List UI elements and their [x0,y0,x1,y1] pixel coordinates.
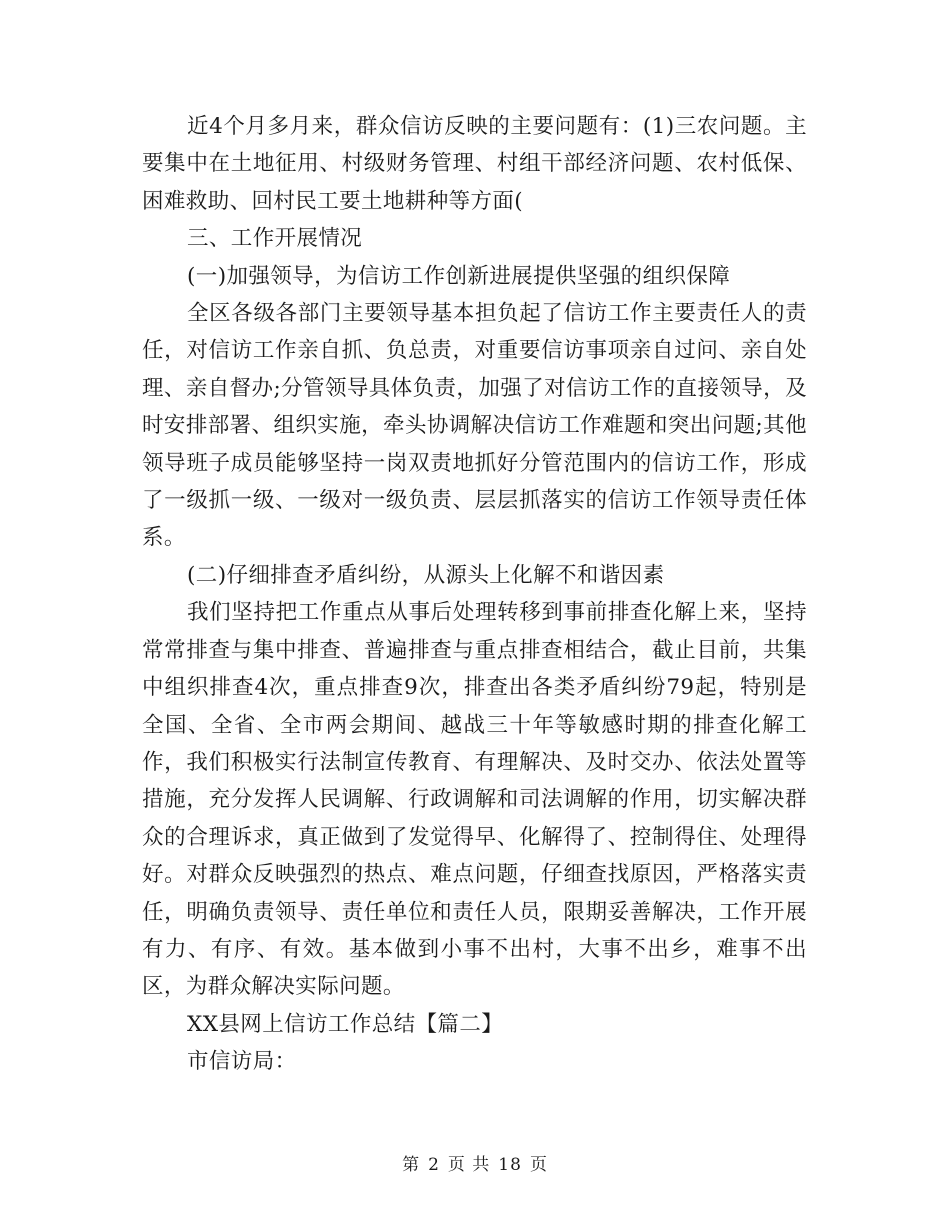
paragraph-dispute-screening: 我们坚持把工作重点从事后处理转移到事前排查化解上来，坚持常常排查与集中排查、普遍排查与重点排查相结合，截止目前，共集中组织排查4次，重点排查9次，排查出各类矛盾纠纷79起，特别是全国、全省、全市两会期间、越战三十年等敏感时期的排查化解工作，我们积极实行法制宣传教育、有理解决、及时交办、依法处置等措施，充分发挥人民调解、行政调解和司法调解的作用，切实解决群众的合理诉求，真正做到了发觉得早、化解得了、控制得住、处理得好。对群众反映强烈的热点、难点问题，仔细查找原因，严格落实责任，明确负责领导、责任单位和责任人员，限期妥善解决，工作开展有力、有序、有效。基本做到小事不出村，大事不出乡，难事不出区，为群众解决实际问题。 [142,600,807,1000]
footer-page-number: 2 [428,1155,440,1175]
paragraph-main-problems: 近4个月多月来，群众信访反映的主要问题有：(1)三农问题。主要集中在土地征用、村级财务管理、村组干部经济问题、农村低保、困难救助、回村民工要土地耕种等方面( [142,114,807,214]
subheading-leadership: (一)加强领导，为信访工作创新进展提供坚强的组织保障 [187,263,731,289]
subheading-dispute-screening: (二)仔细排查矛盾纠纷，从源头上化解不和谐因素 [187,562,665,588]
footer-middle: 页 共 [447,1155,491,1175]
body-text [142,108,807,1081]
footer-prefix: 第 [402,1155,421,1175]
page-footer [0,1150,950,1175]
footer-total-pages: 18 [498,1155,522,1175]
salutation: 市信访局： [187,1049,297,1075]
section-heading-work-status: 三、工作开展情况 [187,226,363,252]
article-title-part-two: XX县网上信访工作总结【篇二】 [187,1011,504,1037]
footer-suffix: 页 [529,1155,548,1175]
paragraph-leadership: 全区各级各部门主要领导基本担负起了信访工作主要责任人的责任，对信访工作亲自抓、负总责，对重要信访事项亲自过问、亲自处理、亲自督办;分管领导具体负责，加强了对信访工作的直接领导，及时安排部署、组织实施，牵头协调解决信访工作难题和突出问题;其他领导班子成员能够坚持一岗双责地抓好分管范围内的信访工作，形成了一级抓一级、一级对一级负责、层层抓落实的信访工作领导责任体系。 [142,301,807,551]
